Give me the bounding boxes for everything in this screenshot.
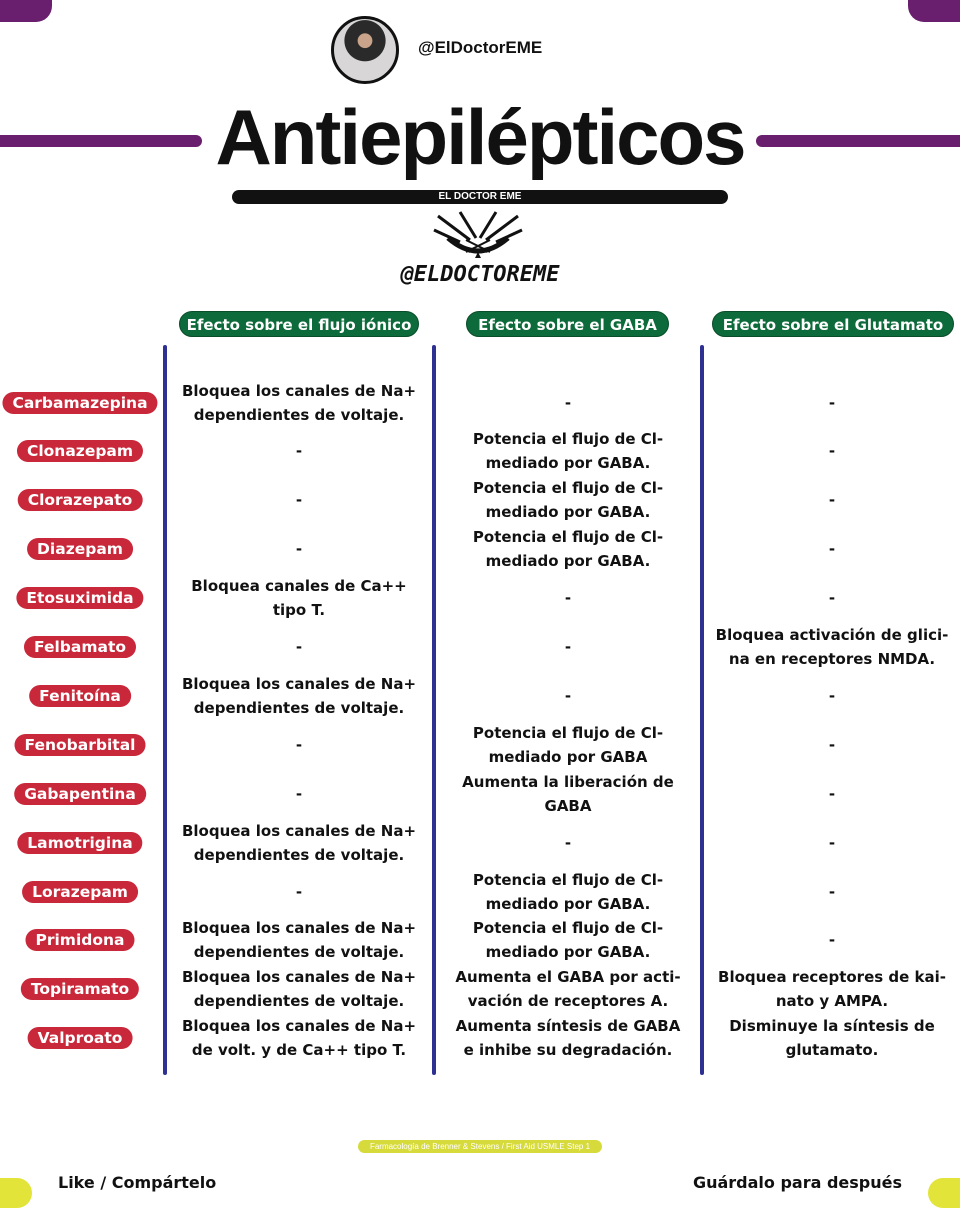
- ionic-effect-cell: Bloquea los canales de Na+ dependientes de voltaje.: [181, 919, 417, 962]
- ionic-effect-cell: Bloquea los canales de Na+ dependientes de voltaje.: [181, 674, 417, 717]
- gaba-effect-cell: Aumenta síntesis de GABA e inhibe su degradación.: [455, 1017, 681, 1060]
- table-row: [0, 916, 960, 965]
- gaba-effect-cell: Potencia el flujo de Cl- mediado por GABA.: [472, 430, 664, 473]
- ionic-effect-cell: -: [295, 442, 303, 461]
- gaba-effect-cell: -: [564, 638, 572, 656]
- drug-name-badge: Lamotrigina: [17, 832, 142, 854]
- crown-logo-icon: [430, 208, 526, 262]
- ionic-effect-cell: Bloquea los canales de Na+ dependientes de voltaje.: [181, 381, 417, 424]
- page-title: Antiepilépticos: [215, 93, 745, 181]
- corner-decoration-top-right: [908, 0, 960, 22]
- gaba-effect-cell: Potencia el flujo de Cl- mediado por GABA: [472, 723, 664, 766]
- glutamate-effect-cell: -: [828, 491, 836, 510]
- glutamate-effect-cell: Bloquea activación de glici- na en receptores NMDA.: [715, 626, 949, 668]
- corner-decoration-bottom-right: [928, 1178, 960, 1208]
- gaba-effect-cell: Aumenta la liberación de GABA: [462, 772, 674, 815]
- drug-name-badge: Gabapentina: [14, 783, 146, 805]
- corner-decoration-top-left: [0, 0, 52, 22]
- drug-name-badge: Valproato: [28, 1027, 133, 1049]
- ionic-effect-cell: -: [295, 638, 303, 656]
- save-for-later-label: Guárdalo para después: [692, 1173, 902, 1192]
- gaba-effect-cell: Potencia el flujo de Cl- mediado por GABA.: [472, 528, 664, 571]
- glutamate-effect-cell: -: [828, 442, 836, 461]
- ionic-effect-cell: -: [295, 540, 303, 559]
- table-row: [0, 378, 960, 427]
- table-row: [0, 574, 960, 623]
- glutamate-effect-cell: -: [828, 540, 836, 559]
- column-header-glutamate: Efecto sobre el Glutamato: [712, 311, 954, 337]
- table-row: [0, 818, 960, 867]
- gaba-effect-cell: Potencia el flujo de Cl- mediado por GABA.: [472, 479, 664, 522]
- drug-name-badge: Fenobarbital: [15, 734, 146, 756]
- glutamate-effect-cell: -: [828, 882, 836, 901]
- drug-name-badge: Felbamato: [24, 636, 136, 658]
- gaba-effect-cell: Potencia el flujo de Cl- mediado por GABA.: [472, 919, 664, 962]
- corner-decoration-bottom-left: [0, 1178, 32, 1208]
- ionic-effect-cell: -: [295, 784, 303, 803]
- ionic-effect-cell: -: [295, 735, 303, 754]
- ionic-effect-cell: Bloquea los canales de Na+ de volt. y de Ca++ tipo T.: [181, 1017, 417, 1060]
- glutamate-effect-cell: -: [828, 931, 836, 950]
- ionic-effect-cell: -: [295, 491, 303, 510]
- drug-name-badge: Etosuximida: [16, 587, 143, 609]
- glutamate-effect-cell: -: [828, 833, 836, 852]
- drug-name-badge: Topiramato: [21, 978, 139, 1000]
- gaba-effect-cell: -: [564, 589, 572, 608]
- gaba-effect-cell: -: [564, 686, 572, 705]
- glutamate-effect-cell: -: [828, 589, 836, 608]
- drug-name-badge: Diazepam: [27, 538, 133, 560]
- column-header-ionic-flow: Efecto sobre el flujo iónico: [179, 311, 419, 337]
- gaba-effect-cell: Potencia el flujo de Cl- mediado por GABA.: [472, 870, 664, 913]
- like-share-label: Like / Compártelo: [58, 1173, 217, 1192]
- ionic-effect-cell: Bloquea canales de Ca++ tipo T.: [191, 577, 407, 620]
- drug-name-badge: Carbamazepina: [2, 392, 157, 414]
- subtitle-bar: EL DOCTOR EME: [232, 190, 728, 204]
- glutamate-effect-cell: Disminuye la síntesis de glutamato.: [729, 1017, 935, 1060]
- drug-name-badge: Lorazepam: [22, 881, 138, 903]
- drug-name-badge: Clonazepam: [17, 440, 143, 462]
- gaba-effect-cell: Aumenta el GABA por acti- vación de receptores A.: [455, 968, 681, 1011]
- drug-name-badge: Primidona: [25, 929, 134, 951]
- table-row: [0, 720, 960, 769]
- source-citation: Farmacología de Brenner & Stevens / First Aid USMLE Step 1: [358, 1140, 602, 1153]
- author-handle: @ElDoctorEME: [418, 38, 543, 57]
- avatar: [331, 16, 399, 84]
- gaba-effect-cell: -: [564, 393, 572, 412]
- drug-name-badge: Fenitoína: [29, 685, 131, 707]
- glutamate-effect-cell: -: [828, 735, 836, 754]
- column-header-gaba: Efecto sobre el GABA: [466, 311, 669, 337]
- table-row: [0, 427, 960, 476]
- table-row: [0, 965, 960, 1014]
- table-row: [0, 476, 960, 525]
- glutamate-effect-cell: -: [828, 686, 836, 705]
- glutamate-effect-cell: -: [828, 393, 836, 412]
- gaba-effect-cell: -: [564, 833, 572, 852]
- table-row: [0, 769, 960, 818]
- table-row: [0, 623, 960, 672]
- glutamate-effect-cell: Bloquea receptores de kai- nato y AMPA.: [718, 968, 946, 1011]
- table-row: [0, 525, 960, 574]
- glutamate-effect-cell: -: [828, 784, 836, 803]
- drug-name-badge: Clorazepato: [18, 489, 143, 511]
- ionic-effect-cell: Bloquea los canales de Na+ dependientes de voltaje.: [181, 821, 417, 864]
- table-row: [0, 1014, 960, 1063]
- ionic-effect-cell: -: [295, 882, 303, 901]
- table-row: [0, 671, 960, 720]
- table-row: [0, 867, 960, 916]
- ionic-effect-cell: Bloquea los canales de Na+ dependientes de voltaje.: [181, 968, 417, 1011]
- brand-handle: @ELDOCTOREME: [400, 262, 560, 287]
